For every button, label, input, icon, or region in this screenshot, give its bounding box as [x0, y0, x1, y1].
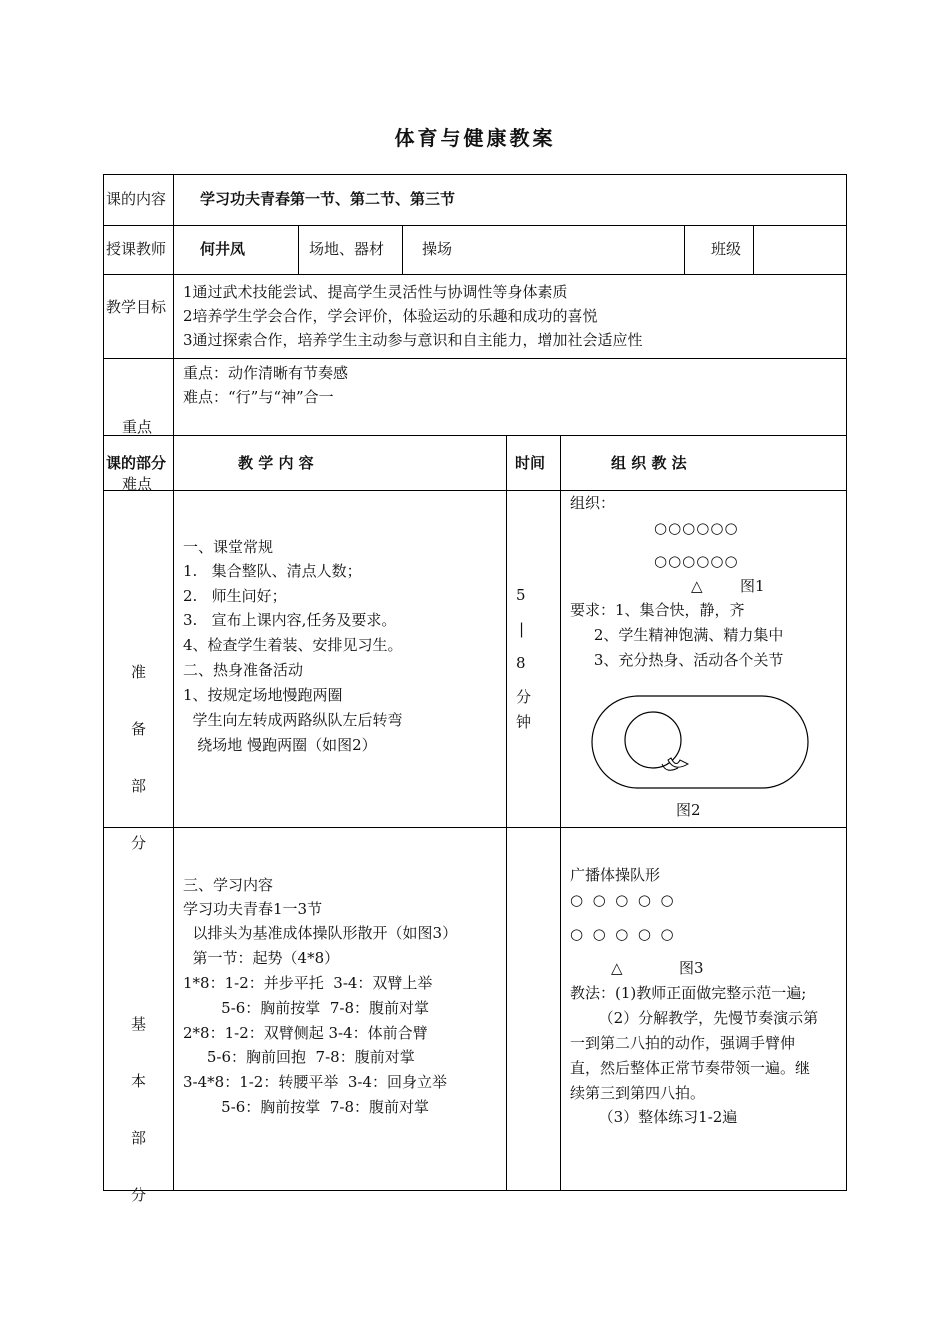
- basic-method-line: 教法：(1)教师正面做完整示范一遍;: [570, 984, 807, 1002]
- prep-part-char: 部: [131, 777, 147, 795]
- focus-point: 重点：动作清晰有节奏感: [183, 364, 349, 382]
- goal-item: 3通过探索合作，培养学生主动参与意识和自主能力，增加社会适应性: [183, 331, 643, 349]
- basic-part-char: 部: [131, 1129, 147, 1147]
- teacher-triangle-icon: △: [611, 959, 623, 977]
- column-method: 组 织 教 法: [611, 454, 687, 472]
- goal-item: 1通过武术技能尝试、提高学生灵活性与协调性等身体素质: [183, 283, 568, 301]
- keypoints-label-line: 重点: [122, 418, 153, 436]
- venue-label: 场地、器材: [309, 240, 385, 258]
- column-content: 教 学 内 容: [238, 454, 314, 472]
- prep-requirement: 2、学生精神饱满、精力集中: [570, 626, 784, 644]
- basic-line: 三、学习内容: [183, 876, 274, 894]
- prep-part-label: [131, 625, 146, 872]
- goals-label: 教学目标: [106, 298, 167, 316]
- column-time: 时间: [515, 454, 546, 472]
- prep-requirement: 要求：1、集合快，静，齐: [570, 601, 745, 619]
- prep-formation-row: ○○○○○○: [654, 519, 739, 537]
- prep-time-char: |: [519, 620, 525, 638]
- content-label: 课的内容: [106, 190, 167, 208]
- prep-requirement: 3、充分热身、活动各个关节: [570, 651, 784, 669]
- figure-2-caption: 图2: [676, 801, 701, 819]
- prep-part-char: 准: [131, 663, 147, 681]
- content-value: 学习功夫青春第一节、第二节、第三节: [200, 190, 456, 208]
- basic-line: 5-6：胸前回抱 7-8：腹前对掌: [183, 1048, 415, 1066]
- venue-value: 操场: [422, 240, 453, 258]
- track-diagram-icon: [588, 692, 814, 794]
- teacher-label: 授课教师: [106, 240, 167, 258]
- basic-line: 学习功夫青春1一3节: [183, 900, 323, 918]
- prep-line: 绕场地 慢跑两圈（如图2）: [183, 736, 377, 754]
- basic-formation-label: 广播体操队形: [570, 866, 661, 884]
- keypoints-label-line: 难点: [122, 475, 153, 493]
- keypoints-label: [122, 380, 152, 513]
- basic-part-char: 分: [131, 1186, 147, 1204]
- prep-line: 4、检查学生着装、安排见习生。: [183, 636, 403, 654]
- basic-part-label: [131, 977, 146, 1224]
- prep-line: 一、课堂常规: [183, 538, 274, 556]
- prep-time-char: 5: [516, 586, 526, 604]
- teacher-value: 何井凤: [200, 240, 246, 258]
- prep-line: 3. 宣布上课内容,任务及要求。: [183, 611, 397, 629]
- difficulty-point: 难点：“行”与“神”合一: [183, 388, 334, 406]
- basic-method-line: 一到第二八拍的动作，强调手臂伸: [570, 1034, 796, 1052]
- prep-time-char: 钟: [516, 713, 532, 731]
- basic-formation-row: ○ ○ ○ ○ ○: [570, 891, 674, 909]
- prep-line: 2. 师生问好；: [183, 587, 287, 605]
- basic-line: 5-6：胸前按掌 7-8：腹前对掌: [183, 1098, 429, 1116]
- prep-org-label: 组织：: [570, 494, 616, 512]
- prep-line: 1、按规定场地慢跑两圈: [183, 686, 343, 704]
- prep-part-char: 分: [131, 834, 147, 852]
- basic-line: 第一节：起势（4*8）: [183, 949, 340, 967]
- prep-formation-row: ○○○○○○: [654, 552, 739, 570]
- teacher-triangle-icon: △: [691, 577, 703, 595]
- basic-method-line: 续第三到第四八拍。: [570, 1084, 706, 1102]
- class-label: 班级: [711, 240, 742, 258]
- goal-item: 2培养学生学会合作，学会评价，体验运动的乐趣和成功的喜悦: [183, 307, 598, 325]
- prep-time-char: 分: [516, 688, 532, 706]
- basic-part-char: 本: [131, 1072, 147, 1090]
- prep-line: 学生向左转成两路纵队左后转弯: [183, 711, 403, 729]
- column-part: 课的部分: [106, 454, 167, 472]
- basic-method-line: （2）分解教学，先慢节奏演示第: [570, 1009, 819, 1027]
- basic-line: 3-4*8：1-2：转腰平举 3-4：回身立举: [183, 1073, 448, 1091]
- page-title: 体育与健康教案: [394, 126, 556, 150]
- basic-method-line: （3）整体练习1-2遍: [570, 1108, 738, 1126]
- basic-line: 2*8：1-2：双臂侧起 3-4：体前合臂: [183, 1024, 428, 1042]
- basic-formation-row: ○ ○ ○ ○ ○: [570, 925, 674, 943]
- prep-line: 1. 集合整队、清点人数；: [183, 562, 362, 580]
- figure-3-caption: 图3: [679, 959, 704, 977]
- basic-method-line: 直，然后整体正常节奏带领一遍。继: [570, 1059, 811, 1077]
- prep-line: 二、热身准备活动: [183, 661, 304, 679]
- basic-line: 以排头为基准成体操队形散开（如图3）: [183, 924, 458, 942]
- basic-line: 1*8：1-2：并步平托 3-4：双臂上举: [183, 974, 433, 992]
- prep-part-char: 备: [131, 720, 147, 738]
- basic-line: 5-6：胸前按掌 7-8：腹前对掌: [183, 999, 429, 1017]
- figure-1-caption: 图1: [740, 577, 765, 595]
- basic-part-char: 基: [131, 1015, 147, 1033]
- prep-time-char: 8: [516, 654, 526, 672]
